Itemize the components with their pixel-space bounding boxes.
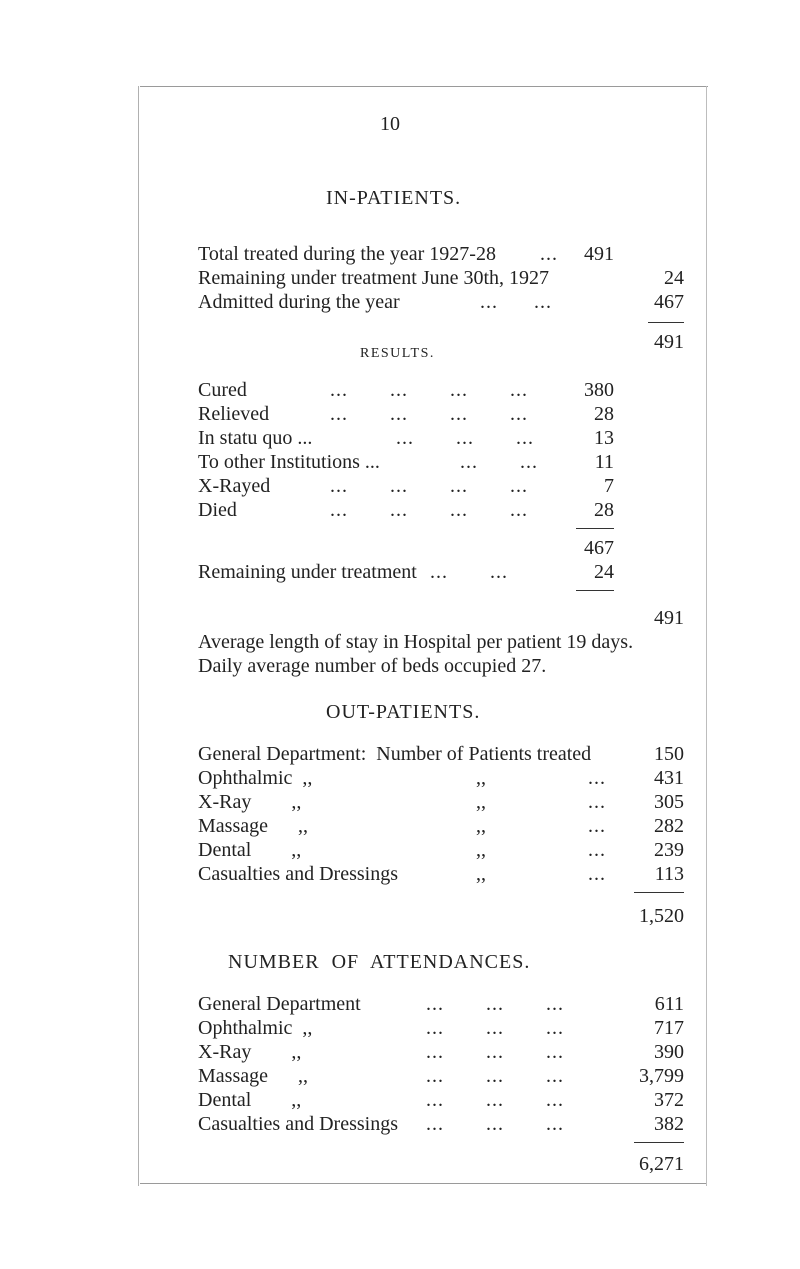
- result-value: 13: [594, 427, 614, 449]
- attendances-total: 6,271: [639, 1153, 684, 1175]
- summary-value-total-treated: 491: [584, 243, 614, 265]
- outpatient-label: X-Ray ,,: [198, 791, 302, 813]
- attendance-label: General Department: [198, 993, 361, 1015]
- total-rule: [648, 322, 684, 323]
- result-label: Died: [198, 499, 237, 521]
- outpatient-value: 431: [654, 767, 684, 789]
- result-label: In statu quo ...: [198, 427, 313, 449]
- outpatient-value: 282: [654, 815, 684, 837]
- attendance-dots: ... ... ...: [426, 1065, 564, 1087]
- results-subtotal: 467: [584, 537, 614, 559]
- total-rule: [576, 590, 614, 591]
- outpatient-value: 305: [654, 791, 684, 813]
- outpatient-label: Dental ,,: [198, 839, 302, 861]
- summary-value-remaining: 24: [664, 267, 684, 289]
- outpatient-dots: ...: [588, 815, 606, 837]
- result-label: To other Institutions ...: [198, 451, 380, 473]
- summary-dots: ... ...: [480, 291, 552, 313]
- attendance-dots: ... ... ...: [426, 1113, 564, 1135]
- summary-total: 491: [654, 331, 684, 353]
- attendance-label: Dental ,,: [198, 1089, 302, 1111]
- outpatients-heading: OUT-PATIENTS.: [326, 701, 481, 723]
- attendance-value: 717: [654, 1017, 684, 1039]
- attendance-label: X-Ray ,,: [198, 1041, 302, 1063]
- page-border-right: [706, 86, 707, 1186]
- attendance-label: Massage ,,: [198, 1065, 308, 1087]
- attendance-value: 382: [654, 1113, 684, 1135]
- outpatient-dots: ...: [588, 839, 606, 861]
- outpatient-ditto: ,,: [476, 767, 486, 789]
- attendance-dots: ... ... ...: [426, 1041, 564, 1063]
- outpatient-value: 239: [654, 839, 684, 861]
- page-border-left: [138, 86, 139, 1186]
- result-value: 28: [594, 499, 614, 521]
- attendance-dots: ... ... ...: [426, 993, 564, 1015]
- outpatient-dots: ...: [588, 767, 606, 789]
- result-dots: ... ... ... ...: [330, 475, 528, 497]
- attendance-value: 611: [654, 993, 684, 1015]
- attendance-label: Casualties and Dressings: [198, 1113, 398, 1135]
- subtotal-rule: [576, 528, 614, 529]
- result-value: 7: [604, 475, 614, 497]
- attendances-heading: NUMBER OF ATTENDANCES.: [228, 951, 531, 973]
- summary-label-admitted: Admitted during the year: [198, 291, 400, 313]
- outpatient-dots: ...: [588, 863, 606, 885]
- total-rule: [634, 1142, 684, 1143]
- attendance-dots: ... ... ...: [426, 1089, 564, 1111]
- result-dots: ... ... ... ...: [330, 499, 528, 521]
- result-value: 28: [594, 403, 614, 425]
- page-number: 10: [380, 113, 400, 135]
- summary-value-admitted: 467: [654, 291, 684, 313]
- outpatient-dots: ...: [588, 791, 606, 813]
- summary-label-remaining: Remaining under treatment June 30th, 1927: [198, 267, 550, 289]
- outpatient-label: General Department: Number of Patients treated: [198, 743, 592, 765]
- result-dots: ... ... ...: [396, 427, 534, 449]
- summary-dots: ...: [540, 243, 558, 265]
- remaining-label: Remaining under treatment: [198, 561, 417, 583]
- results-heading: RESULTS.: [360, 346, 435, 361]
- outpatient-value: 150: [654, 743, 684, 765]
- attendance-value: 390: [654, 1041, 684, 1063]
- attendance-value: 3,799: [639, 1065, 684, 1087]
- attendance-dots: ... ... ...: [426, 1017, 564, 1039]
- outpatient-label: Ophthalmic ,,: [198, 767, 313, 789]
- remaining-value: 24: [594, 561, 614, 583]
- outpatient-label: Casualties and Dressings: [198, 863, 398, 885]
- daily-beds-text: Daily average number of beds occupied 27.: [198, 655, 547, 677]
- result-value: 11: [594, 451, 614, 473]
- page-border-bottom: [140, 1183, 706, 1184]
- remaining-dots: ... ...: [430, 561, 508, 583]
- outpatient-ditto: ,,: [476, 839, 486, 861]
- result-label: Cured: [198, 379, 247, 401]
- outpatient-ditto: ,,: [476, 815, 486, 837]
- result-label: Relieved: [198, 403, 270, 425]
- result-value: 380: [584, 379, 614, 401]
- result-label: X-Rayed: [198, 475, 271, 497]
- outpatient-value: 113: [654, 863, 684, 885]
- outpatient-ditto: ,,: [476, 791, 486, 813]
- total-rule: [634, 892, 684, 893]
- average-stay-text: Average length of stay in Hospital per patient 19 days.: [198, 631, 634, 653]
- result-dots: ... ... ... ...: [330, 403, 528, 425]
- page-border-top: [140, 86, 708, 87]
- outpatient-ditto: ,,: [476, 863, 486, 885]
- attendance-value: 372: [654, 1089, 684, 1111]
- outpatient-label: Massage ,,: [198, 815, 308, 837]
- summary-label-total-treated: Total treated during the year 1927-28: [198, 243, 496, 265]
- outpatients-total: 1,520: [639, 905, 684, 927]
- inpatients-heading: IN-PATIENTS.: [326, 187, 462, 209]
- attendance-label: Ophthalmic ,,: [198, 1017, 313, 1039]
- result-dots: ... ...: [460, 451, 538, 473]
- result-dots: ... ... ... ...: [330, 379, 528, 401]
- results-total: 491: [654, 607, 684, 629]
